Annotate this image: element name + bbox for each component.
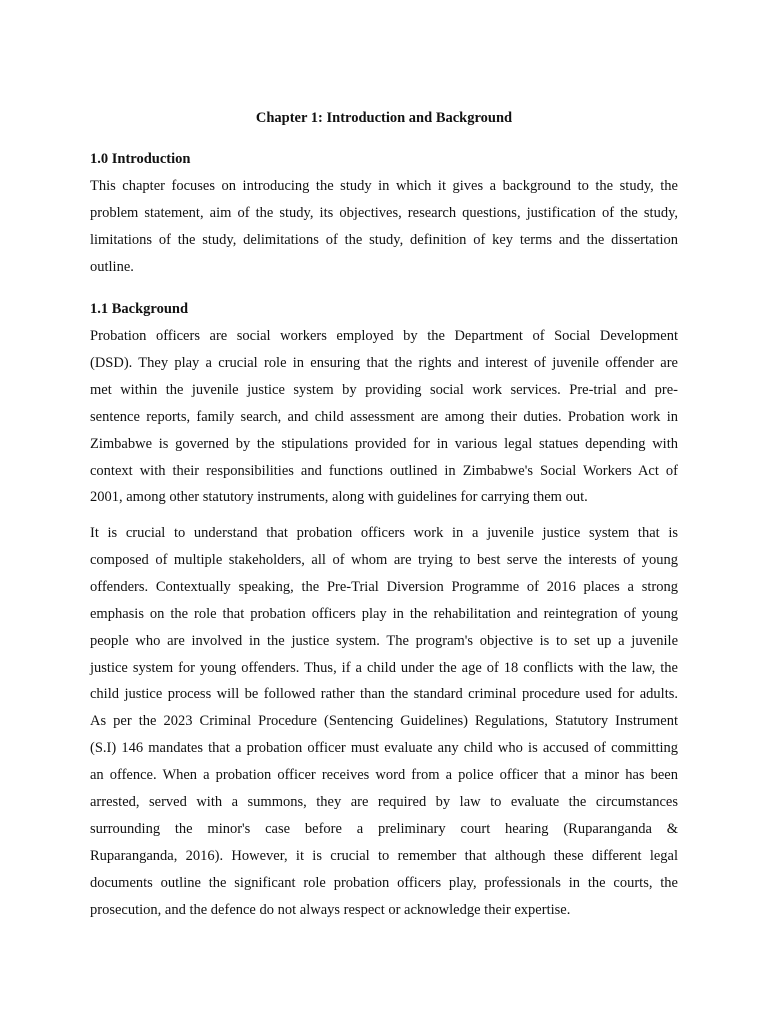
text-line: limitations of the study, delimitations of the study, definition of key terms and the dissertation <box>90 231 678 248</box>
text-line: Ruparanganda, 2016). However, it is crucial to remember that although these different legal <box>90 847 678 864</box>
text-line: people who are involved in the justice system. The program's objective is to set up a juvenile <box>90 632 678 649</box>
text-line: Zimbabwe is governed by the stipulations provided for in various legal statues depending with <box>90 435 678 452</box>
text-line: As per the 2023 Criminal Procedure (Sentencing Guidelines) Regulations, Statutory Instrument <box>90 713 678 730</box>
text-line: problem statement, aim of the study, its objectives, research questions, justification of the study, <box>90 204 678 221</box>
text-line: prosecution, and the defence do not always respect or acknowledge their expertise. <box>90 901 571 918</box>
chapter-title: Chapter 1: Introduction and Background <box>255 110 513 126</box>
text-line: sentence reports, family search, and child assessment are among their duties. Probation work in <box>90 408 678 425</box>
text-line: offenders. Contextually speaking, the Pre-Trial Diversion Programme of 2016 places a strong <box>90 578 678 595</box>
text-line: surrounding the minor's case before a preliminary court hearing (Ruparanganda & <box>90 820 678 837</box>
text-line: child justice process will be followed rather than the standard criminal procedure used for adults. <box>90 686 678 703</box>
section-heading-introduction: 1.0 Introduction <box>90 151 191 167</box>
text-line: context with their responsibilities and functions outlined in Zimbabwe's Social Workers Act of <box>90 462 678 479</box>
section-heading-background: 1.1 Background <box>90 301 189 317</box>
text-line: (DSD). They play a crucial role in ensuring that the rights and interest of juvenile offender are <box>90 354 678 371</box>
text-line: (S.I) 146 mandates that a probation officer must evaluate any child who is accused of committing <box>90 740 678 757</box>
text-line: outline. <box>90 258 134 275</box>
text-line: arrested, served with a summons, they are required by law to evaluate the circumstances <box>90 794 678 811</box>
text-line: emphasis on the role that probation officers play in the rehabilitation and reintegration of young <box>90 605 678 622</box>
text-line: documents outline the significant role probation officers play, professionals in the courts, the <box>90 874 678 891</box>
text-line: 2001, among other statutory instruments, along with guidelines for carrying them out. <box>90 489 588 506</box>
text-line: met within the juvenile justice system by providing social work services. Pre-trial and pre- <box>90 381 678 398</box>
text-line: It is crucial to understand that probation officers work in a juvenile justice system that is <box>90 525 678 541</box>
text-line: justice system for young offenders. Thus, if a child under the age of 18 conflicts with the law, the <box>90 659 678 676</box>
paragraph-background-1 <box>90 323 678 511</box>
paragraph-introduction <box>90 173 678 281</box>
text-line: composed of multiple stakeholders, all of whom are trying to best serve the interests of young <box>90 551 678 568</box>
text-line: This chapter focuses on introducing the study in which it gives a background to the study, the <box>90 178 678 194</box>
text-line: Probation officers are social workers employed by the Department of Social Development <box>90 328 678 344</box>
paragraph-background-2 <box>90 520 678 924</box>
text-line: an offence. When a probation officer receives word from a police officer that a minor has been <box>90 767 678 784</box>
